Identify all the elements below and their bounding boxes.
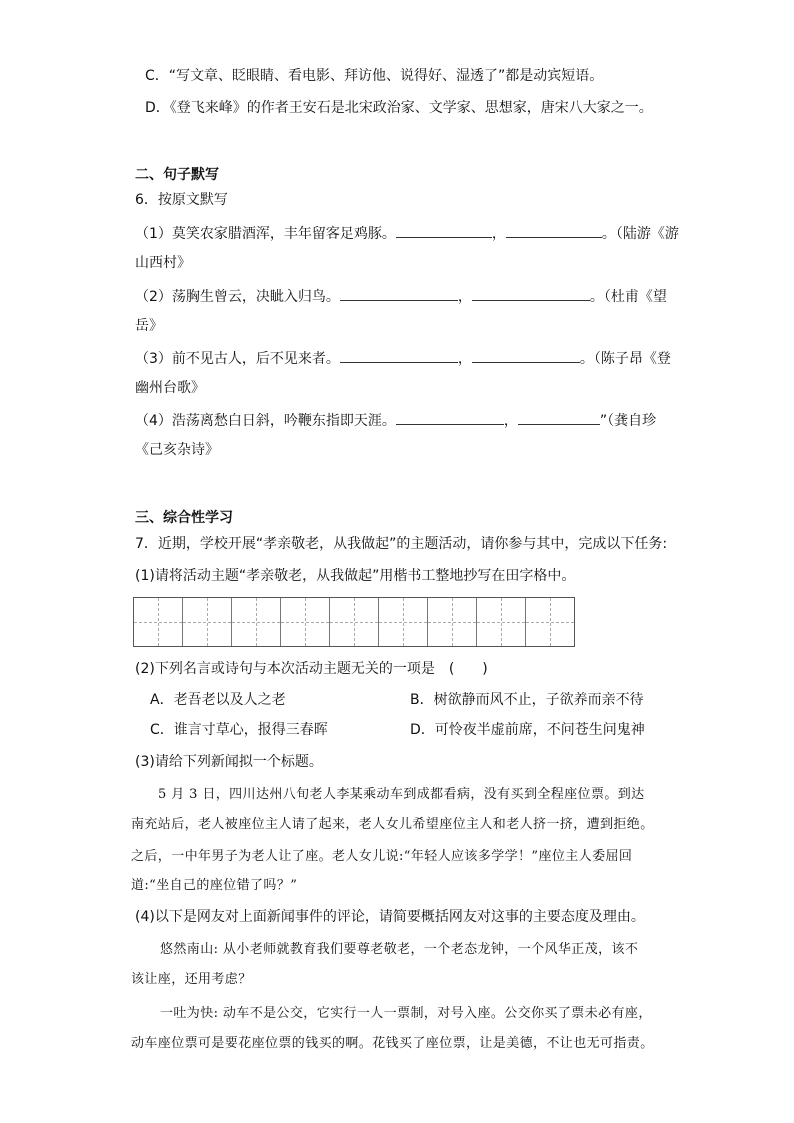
q6-item-1 xyxy=(135,223,679,244)
answer-blank[interactable] xyxy=(396,410,504,425)
tianzige-grid[interactable] xyxy=(133,597,575,647)
q7-option-a[interactable]: A．老吾老以及人之老 xyxy=(150,692,286,708)
q6-item-4-lead: （4）浩荡离愁白日斜，吟鞭东指即天涯。 xyxy=(135,413,396,429)
q6-item-3-tail: 。（陈子昂《登 xyxy=(579,351,671,367)
q6-item-3-lead: （3）前不见古人，后不见来者。 xyxy=(135,351,340,367)
grid-cell[interactable] xyxy=(183,598,232,646)
q6-item-1-cont: 山西村》 xyxy=(135,255,191,271)
answer-blank[interactable] xyxy=(340,348,458,363)
news-line: 南充站后，老人被座位主人请了起来，老人女儿希望座位主人和老人挤一挤，遭到拒绝。 xyxy=(131,817,654,832)
answer-blank[interactable] xyxy=(396,223,492,238)
q6-item-3-mid: ， xyxy=(457,351,472,367)
answer-blank[interactable] xyxy=(340,286,458,301)
q6-item-4 xyxy=(135,410,656,431)
comment-line: 该让座，还用考虑？ xyxy=(131,972,252,987)
q7-sub2: (2)下列名言或诗句与本次活动主题无关的一项是 ( ) xyxy=(135,661,488,677)
q6-item-3-cont: 幽州台歌》 xyxy=(135,380,205,396)
grid-cell[interactable] xyxy=(134,598,183,646)
q6-item-2-lead: （2）荡胸生曾云，决眦入归鸟。 xyxy=(135,289,340,305)
section-heading-dictation: 二、句子默写 xyxy=(135,167,219,183)
grid-cell[interactable] xyxy=(330,598,379,646)
news-line: 之后，一中年男子为老人让了座。老人女儿说:“年轻人应该多学学！”座位主人委屈回 xyxy=(131,849,633,864)
q6-item-2-mid: ， xyxy=(457,289,472,305)
q5-option-c: C．“写文章、眨眼睛、看电影、拜访他、说得好、湿透了”都是动宾短语。 xyxy=(145,68,604,84)
q6-item-3 xyxy=(135,348,671,369)
comment-line: 动车座位票可是要花座位票的钱买的啊。花钱买了座位票，让是美德，不让也无可指责。 xyxy=(131,1036,654,1051)
q7-sub3: (3)请给下列新闻拟一个标题。 xyxy=(135,754,323,770)
q6-item-2-tail: 。（杜甫《望 xyxy=(589,289,667,305)
answer-blank[interactable] xyxy=(506,223,602,238)
grid-cell[interactable] xyxy=(232,598,281,646)
news-line: 道:“坐自己的座位错了吗？” xyxy=(131,878,298,893)
comment-line: 悠然南山: 从小老师就教育我们要尊老敬老，一个老态龙钟，一个风华正茂，该不 xyxy=(160,942,639,957)
q6-item-2 xyxy=(135,286,667,307)
grid-cell[interactable] xyxy=(526,598,574,646)
q6-item-1-tail: 。（陆游《游 xyxy=(601,226,679,242)
answer-blank[interactable] xyxy=(472,348,580,363)
q6-item-4-tail: ”（龚自珍 xyxy=(599,413,657,429)
grid-cell[interactable] xyxy=(281,598,330,646)
q6-item-4-cont: 《己亥杂诗》 xyxy=(135,442,219,458)
q7-sub4: (4)以下是网友对上面新闻事件的评论，请简要概括网友对这事的主要态度及理由。 xyxy=(135,909,645,925)
news-line: 5 月 3 日，四川达州八旬老人李某乘动车到成都看病，没有买到全程座位票。到达 xyxy=(158,787,645,802)
q7-intro: 7．近期，学校开展“孝亲敬老，从我做起”的主题活动，请你参与其中，完成以下任务: xyxy=(135,536,668,552)
comment-line: 一吐为快: 动车不是公交，它实行一人一票制，对号入座。公交你买了票未必有座， xyxy=(160,1006,652,1021)
q6-item-1-mid: ， xyxy=(491,226,506,242)
grid-cell[interactable] xyxy=(379,598,428,646)
q7-option-d[interactable]: D．可怜夜半虚前席，不问苍生问鬼神 xyxy=(410,722,645,738)
q7-sub1: (1)请将活动主题“孝亲敬老，从我做起”用楷书工整地抄写在田字格中。 xyxy=(135,568,576,584)
q6-title: 6．按原文默写 xyxy=(135,192,228,208)
q7-option-c[interactable]: C．谁言寸草心，报得三春晖 xyxy=(150,722,328,738)
q6-item-2-cont: 岳》 xyxy=(135,318,163,334)
grid-cell[interactable] xyxy=(428,598,477,646)
q7-option-b[interactable]: B．树欲静而风不止，子欲养而亲不待 xyxy=(410,692,644,708)
answer-blank[interactable] xyxy=(472,286,590,301)
section-heading-comprehensive: 三、综合性学习 xyxy=(135,510,233,526)
answer-blank[interactable] xyxy=(518,410,600,425)
q6-item-4-mid: ， xyxy=(503,413,518,429)
q5-option-d: D．《登飞来峰》的作者王安石是北宋政治家、文学家、思想家，唐宋八大家之一。 xyxy=(145,100,653,116)
grid-cell[interactable] xyxy=(477,598,526,646)
q6-item-1-lead: （1）莫笑农家腊酒浑，丰年留客足鸡豚。 xyxy=(135,226,396,242)
